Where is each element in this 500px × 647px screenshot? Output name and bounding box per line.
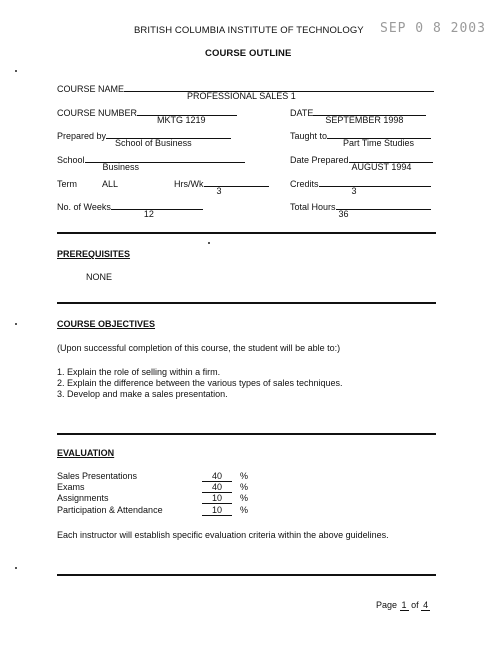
course-number-line xyxy=(137,115,237,125)
course-name-label: COURSE NAME xyxy=(57,84,125,94)
scan-speck xyxy=(208,242,210,244)
total-hours-value: 36 xyxy=(338,209,349,219)
date-line xyxy=(313,115,426,125)
hrs-wk-row xyxy=(174,179,269,196)
scan-speck xyxy=(15,567,17,569)
objectives-heading: COURSE OBJECTIVES xyxy=(57,319,156,329)
objective-item: 1. Explain the role of selling within a firm. xyxy=(57,367,221,377)
course-name-value: PROFESSIONAL SALES 1 xyxy=(187,91,296,101)
date-row xyxy=(290,108,426,125)
date-prepared-label: Date Prepared xyxy=(290,155,349,165)
institution-name: BRITISH COLUMBIA INSTITUTE OF TECHNOLOGY xyxy=(134,25,364,36)
section-divider xyxy=(57,232,436,234)
document-title: COURSE OUTLINE xyxy=(205,48,292,59)
page-total: 4 xyxy=(423,600,429,610)
date-value: SEPTEMBER 1998 xyxy=(325,115,404,125)
evaluation-item-name: Sales Presentations xyxy=(57,471,138,481)
objective-item: 3. Develop and make a sales presentation. xyxy=(57,389,228,399)
taught-to-line xyxy=(327,138,431,148)
evaluation-item-percent: 40 xyxy=(202,471,232,482)
weeks-row xyxy=(57,202,203,219)
term-label: Term xyxy=(57,179,77,189)
evaluation-item-percent: 40 xyxy=(202,482,232,493)
percent-sign: % xyxy=(240,482,249,492)
objectives-intro: (Upon successful completion of this course, the student will be able to:) xyxy=(57,343,341,353)
page-number: 1 xyxy=(401,600,407,610)
course-name-line xyxy=(124,91,434,101)
taught-to-value: Part Time Studies xyxy=(343,138,415,148)
prepared-by-value: School of Business xyxy=(115,138,192,148)
date-label: DATE xyxy=(290,108,314,118)
objective-item: 2. Explain the difference between the various types of sales techniques. xyxy=(57,378,343,388)
course-number-row xyxy=(57,108,237,125)
course-number-value: MKTG 1219 xyxy=(157,115,206,125)
evaluation-item-name: Participation & Attendance xyxy=(57,505,163,515)
course-number-label: COURSE NUMBER xyxy=(57,108,138,118)
evaluation-item-name: Assignments xyxy=(57,493,109,503)
scan-speck xyxy=(15,323,17,325)
percent-sign: % xyxy=(240,471,249,481)
prerequisites-heading: PREREQUISITES xyxy=(57,249,131,259)
date-prepared-value: AUGUST 1994 xyxy=(351,162,412,172)
evaluation-item-percent: 10 xyxy=(202,505,232,516)
credits-value: 3 xyxy=(351,186,357,196)
page-label: Page xyxy=(376,600,398,610)
of-label: of xyxy=(411,600,419,610)
page-indicator xyxy=(376,600,430,611)
weeks-label: No. of Weeks xyxy=(57,202,111,212)
weeks-value: 12 xyxy=(143,209,154,219)
term-value: ALL xyxy=(102,179,119,189)
prepared-by-row xyxy=(57,131,231,148)
school-label: School xyxy=(57,155,85,165)
prerequisites-value: NONE xyxy=(86,272,113,282)
evaluation-item-name: Exams xyxy=(57,482,85,492)
evaluation-row xyxy=(57,505,357,517)
school-value: Business xyxy=(102,162,140,172)
taught-to-row xyxy=(290,131,431,148)
prepared-by-label: Prepared by xyxy=(57,131,107,141)
section-divider xyxy=(57,433,436,435)
section-divider xyxy=(57,574,436,576)
total-hours-line xyxy=(336,209,431,219)
evaluation-note: Each instructor will establish specific evaluation criteria within the above guidelines. xyxy=(57,530,389,540)
taught-to-label: Taught to xyxy=(290,131,328,141)
credits-row xyxy=(290,179,431,196)
hrs-wk-label: Hrs/Wk xyxy=(174,179,204,189)
course-name-row xyxy=(57,84,434,101)
evaluation-row xyxy=(57,493,357,505)
scan-speck xyxy=(15,70,17,72)
credits-label: Credits xyxy=(290,179,319,189)
credits-line xyxy=(319,186,431,196)
date-prepared-line xyxy=(349,162,433,172)
total-hours-label: Total Hours xyxy=(290,202,336,212)
percent-sign: % xyxy=(240,493,249,503)
hrs-wk-value: 3 xyxy=(216,186,222,196)
percent-sign: % xyxy=(240,505,249,515)
date-prepared-row xyxy=(290,155,433,172)
evaluation-item-percent: 10 xyxy=(202,493,232,504)
total-hours-row xyxy=(290,202,431,219)
evaluation-heading: EVALUATION xyxy=(57,448,115,458)
school-line xyxy=(85,162,245,172)
weeks-line xyxy=(111,209,203,219)
school-row xyxy=(57,155,245,172)
section-divider xyxy=(57,302,436,304)
received-date-stamp: SEP 0 8 2003 xyxy=(380,21,486,36)
prepared-by-line xyxy=(106,138,231,148)
hrs-wk-line xyxy=(204,186,269,196)
